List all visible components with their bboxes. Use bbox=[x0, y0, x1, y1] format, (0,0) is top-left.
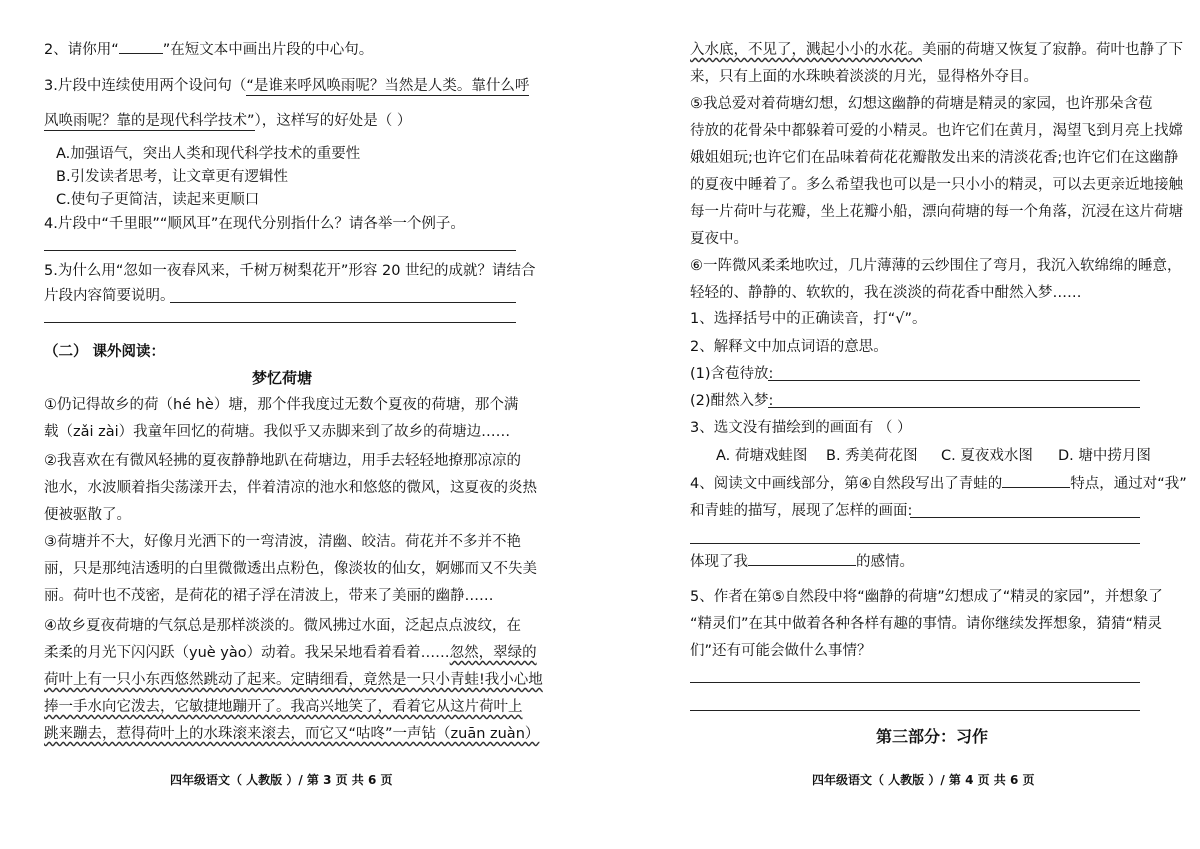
q4-suffix: 特点，通过对“我” bbox=[1070, 476, 1187, 492]
passage-line: 夏夜中。 bbox=[690, 231, 748, 247]
passage-line: ⑤我总爱对着荷塘幻想，幻想这幽静的荷塘是精灵的家园，也许那朵含苞 bbox=[690, 96, 1153, 112]
q3-suffix: ），这样写的好处是（ ） bbox=[254, 113, 412, 129]
question-3: 3、选文没有描绘到的画面有 （ ） bbox=[690, 420, 912, 436]
q4-line3-prefix: 体现了我 bbox=[690, 554, 748, 570]
question-2: 2、解释文中加点词语的意思。 bbox=[690, 339, 888, 355]
question-2 bbox=[44, 41, 373, 59]
passage-line: 待放的花骨朵中都躲着可爱的小精灵。也许它们在黄月，渴望飞到月亮上找嫦 bbox=[690, 123, 1183, 139]
passage-line: ④故乡夏夜荷塘的气氛总是那样淡淡的。微风拂过水面，泛起点点波纹，在 bbox=[44, 618, 521, 634]
question-5-line2: 片段内容简要说明。 bbox=[44, 288, 175, 304]
page-3 bbox=[0, 0, 560, 849]
q3-quote-part2: 风唤雨呢？靠的是现代科学技术” bbox=[44, 113, 255, 129]
q2-item-1-answer-line[interactable] bbox=[768, 380, 1140, 381]
question-5-line1: 5.为什么用“忽如一夜春风来，千树万树梨花开”形容 20 世纪的成就？请结合 bbox=[44, 263, 536, 279]
q4-prefix: 4、阅读文中画线部分，第④自然段写出了青蛙的 bbox=[690, 476, 1003, 492]
passage-title: 梦忆荷塘 bbox=[252, 369, 313, 387]
passage-line: 的夏夜中睡着了。多么希望我也可以是一只小小的精灵，可以去更亲近地接触 bbox=[690, 177, 1183, 193]
passage-line: 载（zǎi zài）我童年回忆的荷塘。我似乎又赤脚来到了故乡的荷塘边…… bbox=[44, 424, 511, 440]
question-3-line2 bbox=[44, 112, 411, 130]
question-5-line3: 们”还有可能会做什么事情？ bbox=[690, 643, 872, 659]
passage-line: ③荷塘并不大，好像月光洒下的一弯清波，清幽、皎洁。荷花并不多并不艳 bbox=[44, 534, 521, 550]
question-4: 4.片段中“千里眼”“顺风耳”在现代分别指什么？请各举一个例子。 bbox=[44, 216, 465, 232]
question-1: 1、选择括号中的正确读音，打“√”。 bbox=[690, 311, 927, 327]
q2-suffix: ”在短文本中画出片段的中心句。 bbox=[162, 42, 374, 58]
q4-blank-feeling[interactable] bbox=[748, 553, 856, 566]
passage-line: ①仍记得故乡的荷（hé hè）塘，那个伴我度过无数个夏夜的荷塘，那个满 bbox=[44, 397, 519, 413]
q2-prefix: 2、请你用“ bbox=[44, 42, 119, 58]
q4-answer-line-2[interactable] bbox=[690, 543, 1140, 544]
passage-line: 便被驱散了。 bbox=[44, 507, 131, 523]
question-3-line1 bbox=[44, 77, 529, 95]
question-4-line3 bbox=[690, 553, 914, 571]
passage-line: 池水，水波顺着指尖荡漾开去，伴着清凉的池水和悠悠的微风，这夏夜的炎热 bbox=[44, 480, 537, 496]
q3-option-a: A.加强语气，突出人类和现代科学技术的重要性 bbox=[56, 146, 361, 162]
q3-option-b: B.引发读者思考，让文章更有逻辑性 bbox=[56, 169, 289, 185]
section-extracurricular-reading: （二） 课外阅读： bbox=[44, 344, 166, 360]
passage-line-text: 柔柔的月光下闪闪跃（yuè yào）动着。我呆呆地看着看着…… bbox=[44, 645, 450, 661]
page-4 bbox=[640, 0, 1200, 849]
passage-line: 丽。荷叶也不茂密，是荷花的裙子浮在清波上，带来了美丽的幽静…… bbox=[44, 588, 494, 604]
q3-option-d: D. 塘中捞月图 bbox=[1058, 448, 1151, 464]
underlined-passage-line: 跳来蹦去，惹得荷叶上的水珠滚来滚去，而它又“咕咚”一声钻（zuān zuàn） bbox=[44, 726, 540, 742]
passage-continuation bbox=[690, 41, 1183, 59]
q2-blank bbox=[119, 41, 163, 54]
passage-line bbox=[44, 644, 537, 662]
underlined-passage-line: 捧一手水向它泼去，它敏捷地蹦开了。我高兴地笑了，看着它从这片荷叶上 bbox=[44, 699, 523, 715]
underlined-text: 入水底，不见了，溅起小小的水花。 bbox=[690, 42, 922, 58]
passage-line: 丽，只是那纯洁透明的白里微微透出点粉色，像淡妆的仙女，婀娜而又不失美 bbox=[44, 561, 537, 577]
q5-answer-line-1[interactable] bbox=[690, 682, 1140, 683]
q4-blank-feature[interactable] bbox=[1002, 475, 1070, 488]
q2-item-2-answer-line[interactable] bbox=[768, 407, 1140, 408]
q2-item-1: (1)含苞待放: bbox=[690, 366, 774, 382]
q3-option-c: C.使句子更简洁，读起来更顺口 bbox=[56, 192, 260, 208]
underlined-passage-line: 荷叶上有一只小东西悠然跳动了起来。定睛细看，竟然是一只小青蛙!我小心地 bbox=[44, 672, 543, 688]
passage-line: ⑥一阵微风柔柔地吹过，几片薄薄的云纱围住了弯月，我沉入软绵绵的睡意， bbox=[690, 258, 1182, 274]
passage-line: 轻轻的、静静的、软软的，我在淡淡的荷花香中酣然入梦…… bbox=[690, 285, 1082, 301]
q5-answer-line-2[interactable] bbox=[690, 710, 1140, 711]
q3-option-c: C. 夏夜戏水图 bbox=[941, 448, 1033, 464]
question-4-line2: 和青蛙的描写，展现了怎样的画面: bbox=[690, 503, 913, 519]
q4-line3-suffix: 的感情。 bbox=[856, 554, 914, 570]
question-4 bbox=[690, 475, 1187, 493]
q5-answer-line-1[interactable] bbox=[170, 302, 516, 303]
q3-prefix: 3.片段中连续使用两个设问句（ bbox=[44, 78, 247, 94]
page-footer: 四年级语文（ 人教版 ）/ 第 3 页 共 6 页 bbox=[170, 773, 393, 787]
passage-line: 来，只有上面的水珠映着淡淡的月光，显得格外夺目。 bbox=[690, 69, 1038, 85]
question-5-line2: “精灵们”在其中做着各种各样有趣的事情。请你继续发挥想象，猜猜“精灵 bbox=[690, 616, 1163, 632]
passage-line: ②我喜欢在有微风轻拂的夏夜静静地趴在荷塘边，用手去轻轻地撩那凉凉的 bbox=[44, 453, 521, 469]
q4-answer-line[interactable] bbox=[44, 250, 516, 251]
underlined-text: 忽然，翠绿的 bbox=[449, 645, 537, 661]
passage-line: 娥姐姐玩;也许它们在品味着荷花花瓣散发出来的清淡花香;也许它们在这幽静 bbox=[690, 150, 1179, 166]
q5-answer-line-2[interactable] bbox=[44, 322, 516, 323]
part-three-heading: 第三部分：习作 bbox=[876, 727, 989, 746]
passage-line: 每一片荷叶与花瓣，坐上花瓣小船，漂向荷塘的每一个角落，沉浸在这片荷塘 bbox=[690, 204, 1183, 220]
page-footer: 四年级语文（ 人教版 ）/ 第 4 页 共 6 页 bbox=[812, 773, 1035, 787]
question-5-line1: 5、作者在第⑤自然段中将“幽静的荷塘”幻想成了“精灵的家园”，并想象了 bbox=[690, 589, 1163, 605]
q4-answer-line-1[interactable] bbox=[910, 517, 1140, 518]
passage-line-text: 美丽的荷塘又恢复了寂静。荷叶也静了下 bbox=[922, 42, 1183, 58]
q2-item-2: (2)酣然入梦: bbox=[690, 393, 774, 409]
q3-option-b: B. 秀美荷花图 bbox=[826, 448, 918, 464]
q3-option-a: A. 荷塘戏蛙图 bbox=[716, 448, 808, 464]
q3-quote-part1: “是谁来呼风唤雨呢？当然是人类。靠什么呼 bbox=[246, 78, 530, 94]
